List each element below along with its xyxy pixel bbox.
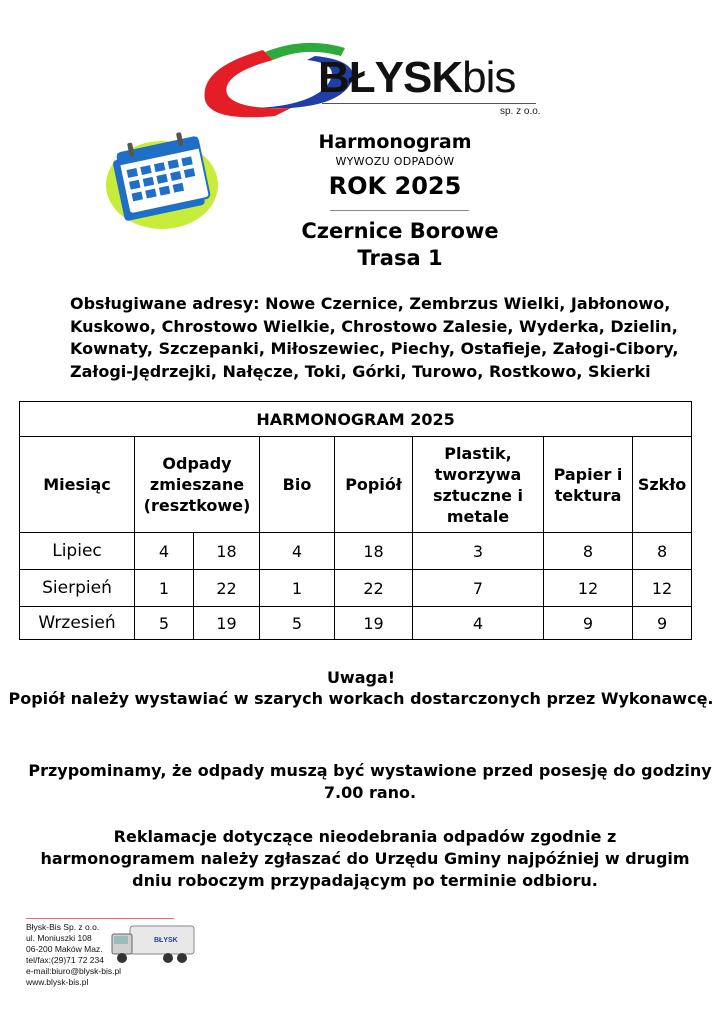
served-addresses: Obsługiwane adresy: Nowe Czernice, Zembrzus Wielki, Jabłonowo, Kuskowo, Chrostowo Wielkie, Chrostowo Zalesie, Wyderka, Dzielin, Kownaty, Szczepanki, Miłoszewiec, Piechy, Ostafieje, Załogi-Cibory, Załogi-Jędrzejki, Nałęcze, Toki, Górki, Turowo, Rostkowo, Skierki — [70, 294, 679, 381]
cell-ash: 22 — [335, 570, 413, 607]
garbage-truck-icon — [108, 918, 198, 966]
cell-mixed-1: 4 — [135, 533, 194, 570]
reminder-text: Przypominamy, że odpady muszą być wystawione przed posesję do godziny 7.00 rano. — [28, 761, 712, 802]
table-caption: HARMONOGRAM 2025 — [20, 402, 692, 437]
header-ash: Popiół — [335, 437, 413, 533]
header-mixed-waste: Odpady zmieszane (resztkowe) — [135, 437, 260, 533]
warning-text: Popiół należy wystawiać w szarych workach dostarczonych przez Wykonawcę. — [8, 689, 714, 708]
page-title: Harmonogram — [318, 131, 472, 153]
header-month: Miesiąc — [20, 437, 135, 533]
cell-plastic: 3 — [413, 533, 544, 570]
page-subtitle: WYWOZU ODPADÓW — [335, 155, 455, 168]
town-heading: Czernice Borowe — [301, 219, 499, 243]
table-row — [20, 570, 692, 607]
cell-bio: 1 — [260, 570, 335, 607]
header-bio: Bio — [260, 437, 335, 533]
cell-mixed-1: 1 — [135, 570, 194, 607]
logo-subtitle: sp. z o.o. — [500, 106, 541, 117]
cell-ash: 19 — [335, 607, 413, 640]
schedule-table — [19, 401, 692, 640]
cell-bio: 4 — [260, 533, 335, 570]
cell-plastic: 7 — [413, 570, 544, 607]
table-row — [20, 607, 692, 640]
cell-plastic: 4 — [413, 607, 544, 640]
footer-website[interactable]: www.blysk-bis.pl — [26, 977, 89, 987]
row-month: Sierpień — [20, 570, 135, 607]
route-heading: Trasa 1 — [357, 246, 443, 270]
header-paper: Papier i tektura — [544, 437, 633, 533]
cell-glass: 12 — [633, 570, 692, 607]
title-divider — [330, 210, 469, 211]
footer-contact — [26, 922, 121, 988]
row-month: Wrzesień — [20, 607, 135, 640]
cell-bio: 5 — [260, 607, 335, 640]
cell-paper: 9 — [544, 607, 633, 640]
cell-ash: 18 — [335, 533, 413, 570]
year-heading: ROK 2025 — [328, 172, 462, 200]
cell-paper: 8 — [544, 533, 633, 570]
table-row — [20, 533, 692, 570]
calendar-icon — [100, 123, 225, 233]
footer-phone: tel/fax:(29)71 72 234 — [26, 955, 104, 965]
footer-city: 06-200 Maków Maz. — [26, 944, 103, 954]
complaints-text: Reklamacje dotyczące nieodebrania odpadów zgodnie z harmonogramem należy zgłaszać do Urzędu Gminy najpóźniej w drugim dniu roboczym przypadającym po terminie odbioru. — [40, 827, 690, 890]
header-plastic: Plastik, tworzywa sztuczne i metale — [413, 437, 544, 533]
cell-mixed-2: 18 — [194, 533, 260, 570]
header-glass: Szkło — [633, 437, 692, 533]
footer-email[interactable]: e-mail:biuro@blysk-bis.pl — [26, 966, 122, 976]
row-month: Lipiec — [20, 533, 135, 570]
cell-glass: 8 — [633, 533, 692, 570]
cell-paper: 12 — [544, 570, 633, 607]
logo-wordmark: BŁYSKbis — [318, 53, 516, 102]
cell-mixed-2: 22 — [194, 570, 260, 607]
truck-logo: BŁYSK — [154, 937, 178, 944]
cell-mixed-2: 19 — [194, 607, 260, 640]
logo-underline — [322, 103, 536, 104]
cell-mixed-1: 5 — [135, 607, 194, 640]
cell-glass: 9 — [633, 607, 692, 640]
warning-title: Uwaga! — [326, 668, 396, 687]
footer-company: Błysk-Bis Sp. z o.o. — [26, 922, 100, 932]
footer-street: ul. Moniuszki 108 — [26, 933, 92, 943]
